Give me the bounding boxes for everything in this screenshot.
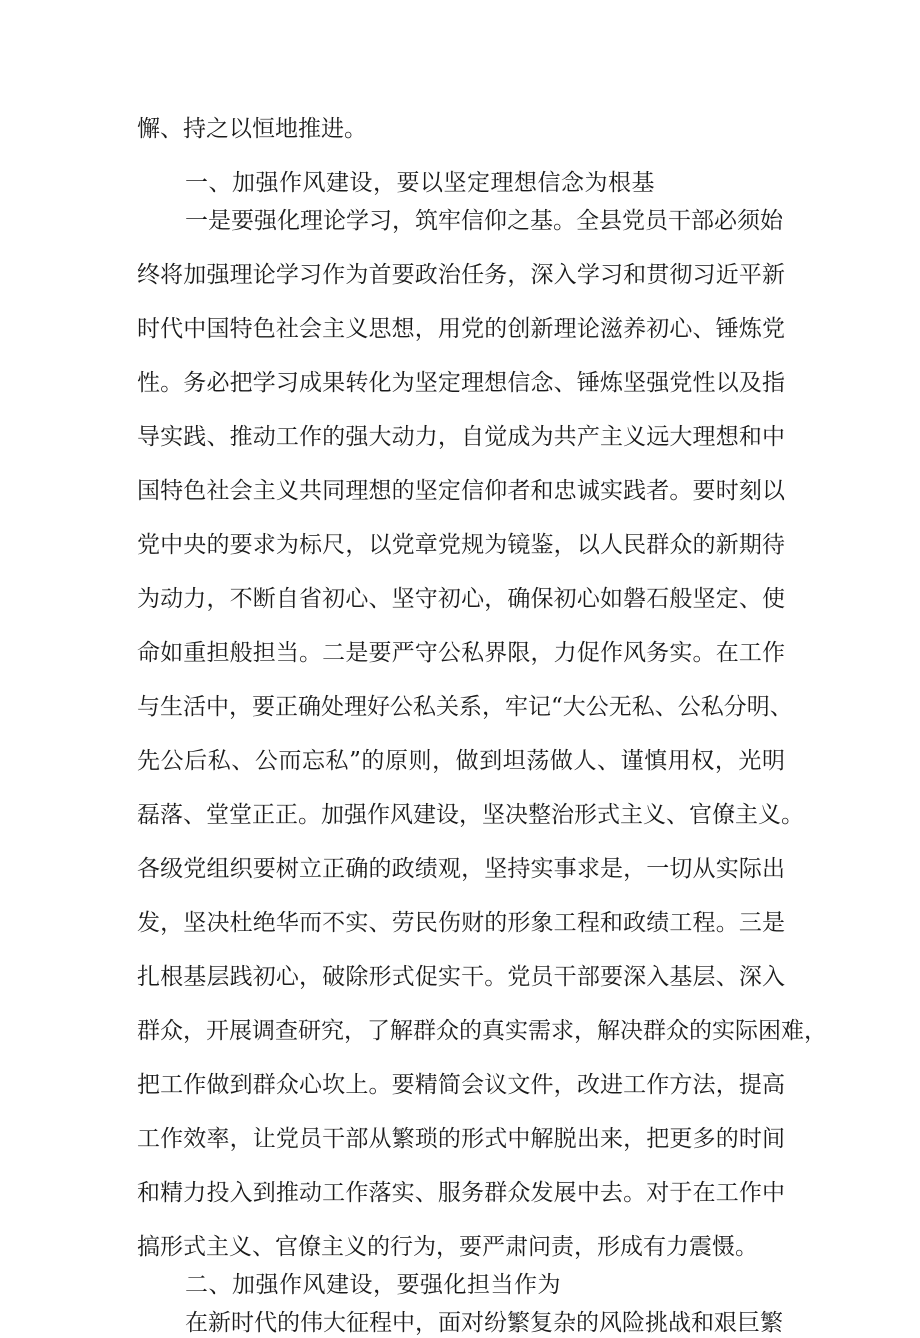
paragraph-line: 先公后私、公而忘私”的原则，做到坦荡做人、谨慎用权，光明 (137, 748, 785, 774)
paragraph-line: 一是要强化理论学习，筑牢信仰之基。全县党员干部必须始 (185, 208, 783, 234)
paragraph-line: 与生活中，要正确处理好公私关系，牢记“大公无私、公私分明、 (137, 694, 793, 720)
paragraph-line: 发，坚决杜绝华而不实、劳民伤财的形象工程和政绩工程。三是 (137, 910, 785, 936)
paragraph-line: 导实践、推动工作的强大动力，自觉成为共产主义远大理想和中 (137, 424, 785, 450)
paragraph-line: 搞形式主义、官僚主义的行为，要严肃问责，形成有力震慑。 (137, 1234, 758, 1260)
paragraph-line: 终将加强理论学习作为首要政治任务，深入学习和贯彻习近平新 (137, 262, 785, 288)
section-heading-1: 一、加强作风建设，要以坚定理想信念为根基 (185, 170, 655, 196)
paragraph-line: 磊落、堂堂正正。加强作风建设，坚决整治形式主义、官僚主义。 (137, 802, 804, 828)
paragraph-line: 各级党组织要树立正确的政绩观，坚持实事求是，一切从实际出 (137, 856, 785, 882)
paragraph-line: 时代中国特色社会主义思想，用党的创新理论滋养初心、锤炼党 (137, 316, 785, 342)
paragraph-line: 和精力投入到推动工作落实、服务群众发展中去。对于在工作中 (137, 1180, 785, 1206)
paragraph-line: 国特色社会主义共同理想的坚定信仰者和忠诚实践者。要时刻以 (137, 478, 785, 504)
paragraph-line: 群众，开展调查研究，了解群众的真实需求，解决群众的实际困难， (137, 1018, 827, 1044)
paragraph-line: 在新时代的伟大征程中，面对纷繁复杂的风险挑战和艰巨繁 (185, 1310, 783, 1336)
paragraph-line: 工作效率，让党员干部从繁琐的形式中解脱出来，把更多的时间 (137, 1126, 785, 1152)
paragraph-line: 懈、持之以恒地推进。 (137, 116, 367, 142)
paragraph-line: 扎根基层践初心，破除形式促实干。党员干部要深入基层、深入 (137, 964, 785, 990)
paragraph-line: 命如重担般担当。二是要严守公私界限，力促作风务实。在工作 (137, 640, 785, 666)
section-heading-2: 二、加强作风建设，要强化担当作为 (185, 1272, 561, 1298)
paragraph-line: 把工作做到群众心坎上。要精简会议文件，改进工作方法，提高 (137, 1072, 785, 1098)
paragraph-line: 党中央的要求为标尺，以党章党规为镜鉴，以人民群众的新期待 (137, 532, 785, 558)
paragraph-line: 性。务必把学习成果转化为坚定理想信念、锤炼坚强党性以及指 (137, 370, 785, 396)
paragraph-line: 为动力，不断自省初心、坚守初心，确保初心如磐石般坚定、使 (137, 586, 785, 612)
